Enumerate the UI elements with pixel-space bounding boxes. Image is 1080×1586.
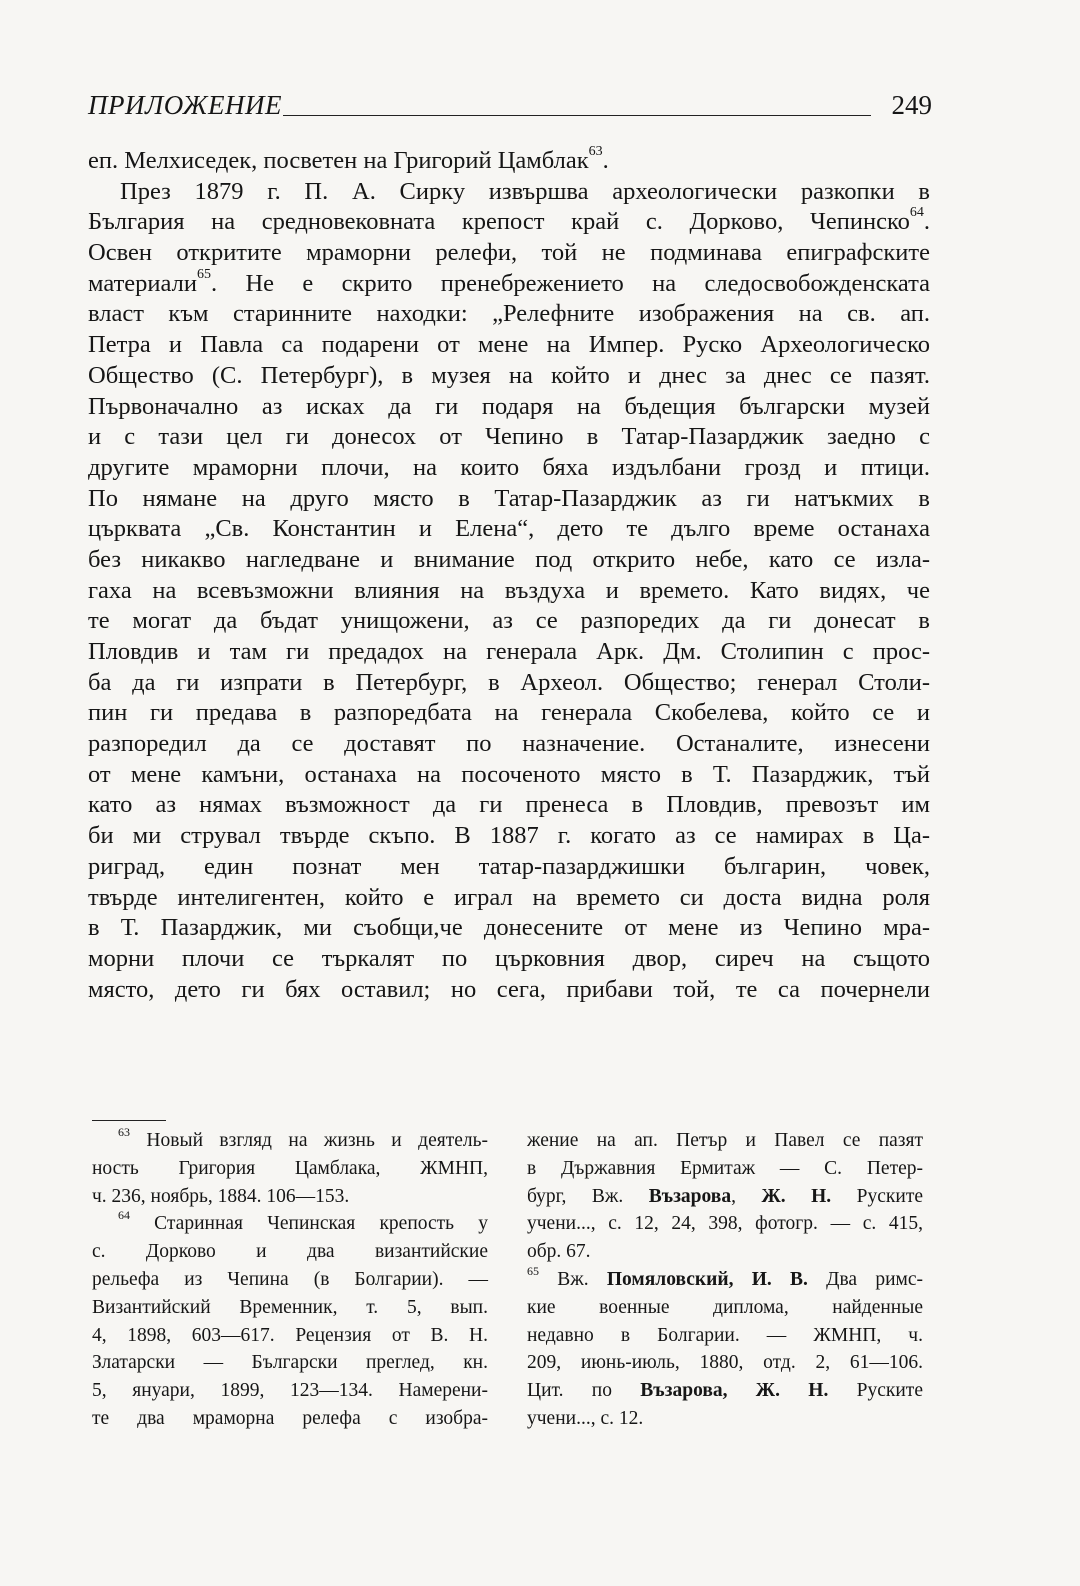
running-head-title: ПРИЛОЖЕНИЕ: [88, 90, 282, 120]
text-line: гаха на всевъзможни влияния на въздуха и времето. Като видях, че: [88, 576, 930, 604]
text-line: Първоначално аз исках да ги подаря на бъдещия български музей: [88, 392, 930, 420]
text-line: морни плочи се търкалят по църковния двор, сиреч на същото: [88, 944, 930, 972]
text-line: би ми струвал твърде скъпо. В 1887 г. когато аз се намирах в Ца-: [88, 822, 930, 850]
text-line: материали$^{65}$. Не е скрито пренебрежението на следосвобожденската: [88, 266, 930, 297]
footnote-line: с. Дорково и два византийские: [92, 1241, 488, 1263]
footnote-ref-64: 64: [909, 205, 924, 221]
text-line: твърде интелигентен, който е играл на времето си доста видна роля: [88, 883, 930, 911]
text-line: те могат да бъдат унищожени, аз се разпоредих да ги донесат в: [88, 607, 930, 635]
footnote-ref-65: 65: [196, 266, 211, 282]
text-line: Общество (С. Петербург), в музея на който и днес за днес се пазят.: [88, 361, 930, 389]
footnote-line: учени..., с. 12, 24, 398, фотогр. — с. 415,: [527, 1213, 923, 1235]
footnote-line: Цит. по Възарова, Ж. Н. Руските: [527, 1380, 923, 1402]
footnote-line: в Държавния Ермитаж — С. Петер-: [527, 1157, 923, 1179]
text-line: църквата „Св. Константин и Елена“, дето те дълго време останаха: [88, 515, 930, 543]
text-line: По нямане на друго място в Татар-Пазарджик аз ги натъкмих в: [88, 484, 930, 512]
footnote-line: $^{64}$ Старинная Чепинская крепость у: [118, 1208, 488, 1235]
text-line: като аз нямах възможност да ги пренеса в Пловдив, превозът им: [88, 791, 930, 819]
footnote-line: Византийский Временник, т. 5, вып.: [92, 1296, 488, 1318]
footnote-line: те два мраморна релефа с изобра-: [92, 1407, 488, 1429]
text-line: в Т. Пазарджик, ми съобщи,че донесените от мене из Чепино мра-: [88, 914, 930, 942]
text-line: пин ги предава в разпоредбата на генерала Скобелева, който се и: [88, 699, 930, 727]
text-line: другите мраморни плочи, на които бяха издълбани грозд и птици.: [88, 453, 930, 481]
text-line: без никакво нагледване и внимание под открито небе, като се изла-: [88, 545, 930, 573]
footnote-line: 209, июнь-июль, 1880, отд. 2, 61—106.: [527, 1352, 923, 1374]
footnote-ref-63: 63: [588, 144, 603, 159]
text-line: България на средновековната крепост край с. Дорково, Чепинско$^{64}$.: [88, 205, 930, 236]
text-line: и с тази цел ги донесох от Чепино в Татар-Пазарджик заедно с: [88, 423, 930, 451]
text-line: еп. Мелхиседек, посветен на Григорий Цамблак$^{63}$.: [88, 144, 609, 174]
text-line: място, дето ги бях оставил; но сега, прибави той, те са почернели: [88, 975, 930, 1003]
footnote-line: учени..., с. 12.: [527, 1407, 644, 1429]
footnote-line: $^{63}$ Новый взгляд на жизнь и деятель-: [118, 1125, 488, 1151]
text-line: Петра и Павла са подарени от мене на Импер. Руско Археологическо: [88, 331, 930, 359]
text-line: риград, един познат мен татар-пазарджишки българин, човек,: [88, 852, 930, 880]
footnote-separator: [92, 1120, 166, 1121]
footnote-number-64: 64: [118, 1208, 130, 1223]
footnotes-right-column: [527, 1127, 923, 1433]
footnote-line: ность Григория Цамблака, ЖМНП,: [92, 1157, 488, 1179]
text-line: Пловдив и там ги предадох на генерала Арк. Дм. Столипин с прос-: [88, 638, 930, 665]
main-text: [88, 146, 930, 1005]
footnote-line: Златарски — Български преглед, кн.: [92, 1352, 488, 1374]
footnote-line: 4, 1898, 603—617. Рецензия от В. Н.: [92, 1324, 488, 1346]
footnote-line: рельефа из Чепина (в Болгарии). —: [92, 1268, 488, 1290]
text-line: власт към старинните находки: „Релефните изображения на св. ап.: [88, 300, 930, 328]
footnote-line: кие военные диплома, найденные: [527, 1296, 923, 1318]
text-line: от мене камъни, останаха на посоченото място в Т. Пазарджик, тъй: [88, 760, 930, 788]
page-number: 249: [891, 90, 932, 120]
footnote-line: жение на ап. Петър и Павел се пазят: [527, 1130, 923, 1151]
footnote-line: 5, януари, 1899, 123—134. Намерени-: [92, 1380, 488, 1402]
running-head: [88, 88, 932, 124]
text-line: разпоредил да се доставят по назначение. Останалите, изнесени: [88, 730, 930, 758]
footnote-line: ч. 236, ноябрь, 1884. 106—153.: [92, 1185, 350, 1207]
text-line: През 1879 г. П. А. Сирку извършва археологически разкопки в: [120, 177, 930, 205]
footnote-line: обр. 67.: [527, 1241, 591, 1263]
footnotes-left-column: [92, 1127, 488, 1433]
text-line: ба да ги изпрати в Петербург, в Археол. Общество; генерал Столи-: [88, 668, 930, 696]
running-head-rule: [283, 115, 871, 116]
footnote-line: $^{65}$ Вж. Помяловский, И. В. Два римс-: [527, 1263, 923, 1290]
footnote-number-63: 63: [118, 1125, 130, 1139]
footnote-line: бург, Вж. Възарова, Ж. Н. Руските: [527, 1185, 923, 1207]
footnote-line: недавно в Болгарии. — ЖМНП, ч.: [527, 1324, 923, 1346]
text-line: Освен откритите мраморни релефи, той не подминава епиграфските: [88, 239, 930, 267]
footnote-number-65: 65: [527, 1263, 539, 1278]
